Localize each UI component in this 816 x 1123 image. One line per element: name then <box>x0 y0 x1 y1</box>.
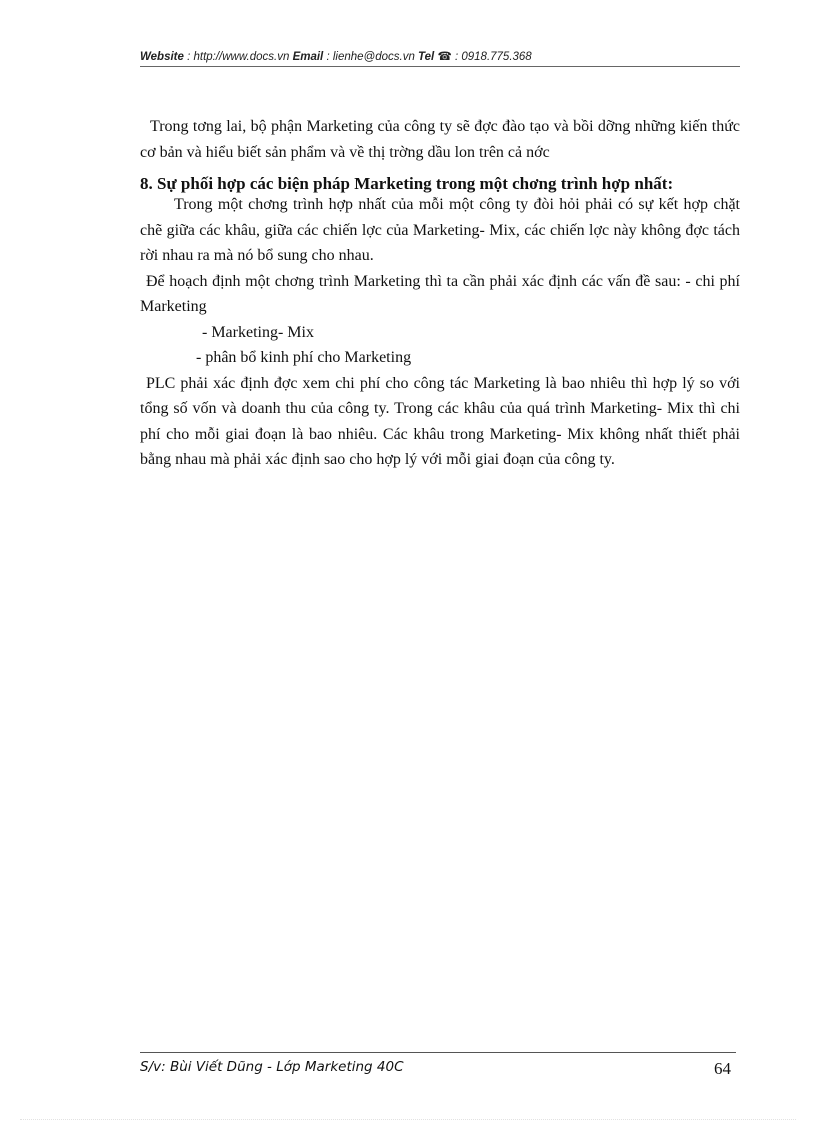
header-divider <box>140 66 740 67</box>
paragraph-training: Trong tơng lai, bộ phận Marketing của công ty sẽ đợc đào tạo và bồi dỡng những kiến thức cơ bản và hiểu biết sản phẩm và về thị trờng dầu lon trên cả nớc <box>140 118 740 161</box>
website-label: Website <box>140 51 184 63</box>
email-address[interactable]: lienhe@docs.vn <box>332 51 415 63</box>
paragraph-plc-costs: PLC phải xác định đợc xem chi phí cho công tác Marketing là bao nhiêu thì hợp lý so với tổng số vốn và doanh thu của công ty. Trong các khâu của quá trình Marketing- Mix thì chi phí cho mỗi giai đoạn là bao nhiêu. Các khâu trong Marketing- Mix không nhất thiết phải bằng nhau mà phải xác định sao cho hợp lý với mỗi giai đoạn của công ty. <box>140 374 740 468</box>
list-item: - Marketing- Mix <box>202 323 314 341</box>
tel-number: 0918.775.368 <box>461 51 532 63</box>
document-body <box>140 114 740 473</box>
page-header <box>140 49 740 63</box>
tel-label: Tel <box>418 51 435 63</box>
footer-author: S/v: Bùi Viết Dũng - Lớp Marketing 40C <box>140 1059 404 1075</box>
list-item: - phân bổ kinh phí cho Marketing <box>196 349 412 366</box>
page-number: 64 <box>714 1059 731 1078</box>
paragraph-integrated-program: Trong một chơng trình hợp nhất của mỗi một công ty đòi hỏi phải có sự kết hợp chặt chẽ giữa các khâu, giữa các chiến lợc của Marketing- Mix, các chiến lợc này không đợc tách rời nhau ra mà nó bổ sung cho nhau. <box>140 196 740 264</box>
section-heading: 8. Sự phối hợp các biện pháp Marketing trong một chơng trình hợp nhất: <box>140 174 674 193</box>
website-separator: : <box>183 51 194 63</box>
paragraph-planning: Để hoạch định một chơng trình Marketing thì ta cần phải xác định các vấn đề sau: - chi phí Marketing <box>140 272 740 315</box>
website-url[interactable]: http://www.docs.vn <box>193 51 290 63</box>
page-bottom-dotted-line <box>20 1119 796 1120</box>
email-label: Email <box>292 51 324 63</box>
footer-divider <box>140 1052 736 1053</box>
phone-icon: ☎ : <box>434 51 462 63</box>
email-separator: : <box>323 51 333 63</box>
